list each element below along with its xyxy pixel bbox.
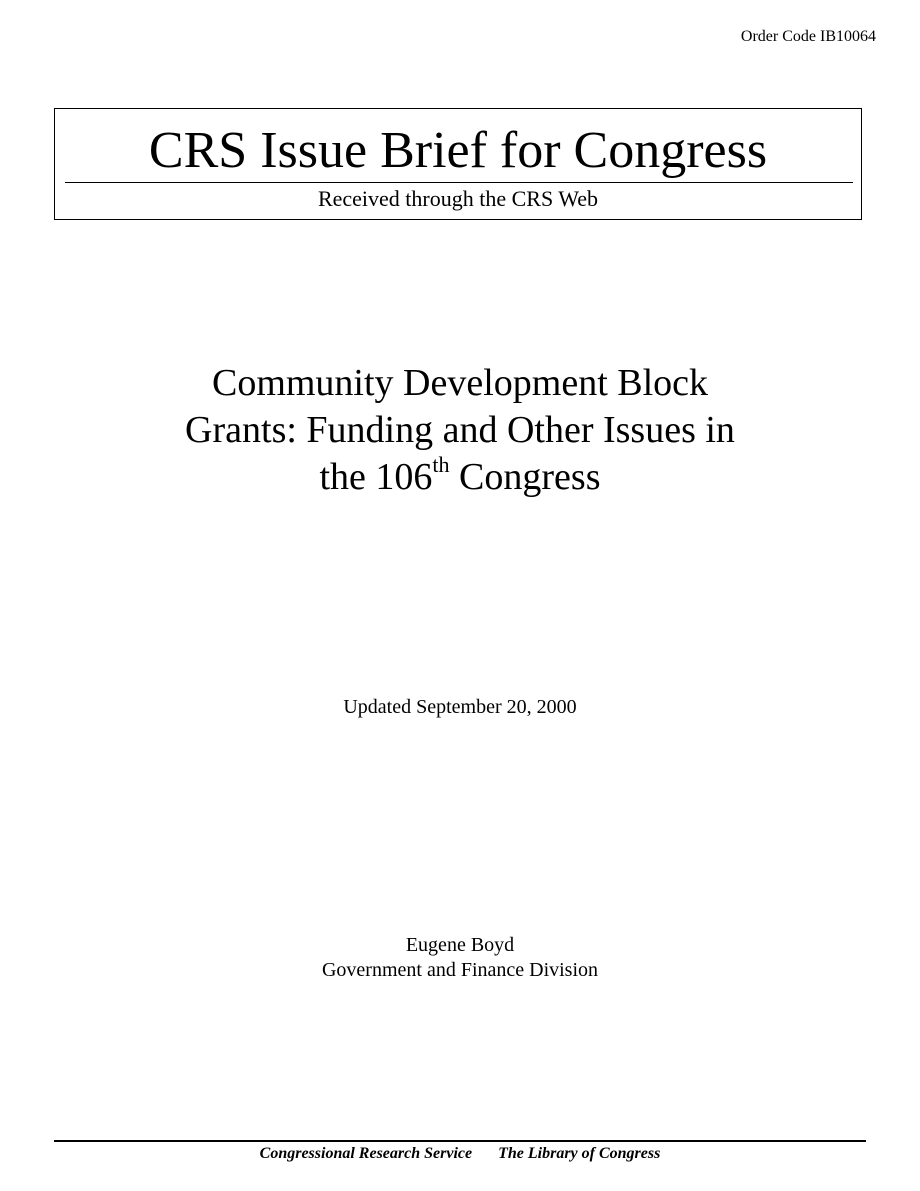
document-title-line-3-end: Congress xyxy=(449,456,601,498)
document-title-line-3-start: the 106 xyxy=(319,456,433,498)
document-title xyxy=(60,360,860,501)
ordinal-superscript: th xyxy=(432,452,450,478)
document-title-line-2: Grants: Funding and Other Issues in xyxy=(185,409,735,451)
footer-divider xyxy=(54,1140,866,1142)
header-divider xyxy=(65,182,853,183)
footer-publisher: Congressional Research Service xyxy=(259,1145,473,1162)
document-title-line-1: Community Development Block xyxy=(211,362,709,404)
author-division: Government and Finance Division xyxy=(321,959,599,981)
updated-date: Updated September 20, 2000 xyxy=(343,696,577,718)
header-box xyxy=(54,108,862,220)
document-title-line-3 xyxy=(60,454,860,501)
footer-library: The Library of Congress xyxy=(498,1145,661,1162)
header-subtitle: Received through the CRS Web xyxy=(317,186,599,211)
header-title: CRS Issue Brief for Congress xyxy=(148,122,768,179)
order-code: Order Code IB10064 xyxy=(740,28,876,45)
author-name: Eugene Boyd xyxy=(405,934,515,956)
author-block xyxy=(0,933,920,983)
footer xyxy=(0,1143,920,1165)
